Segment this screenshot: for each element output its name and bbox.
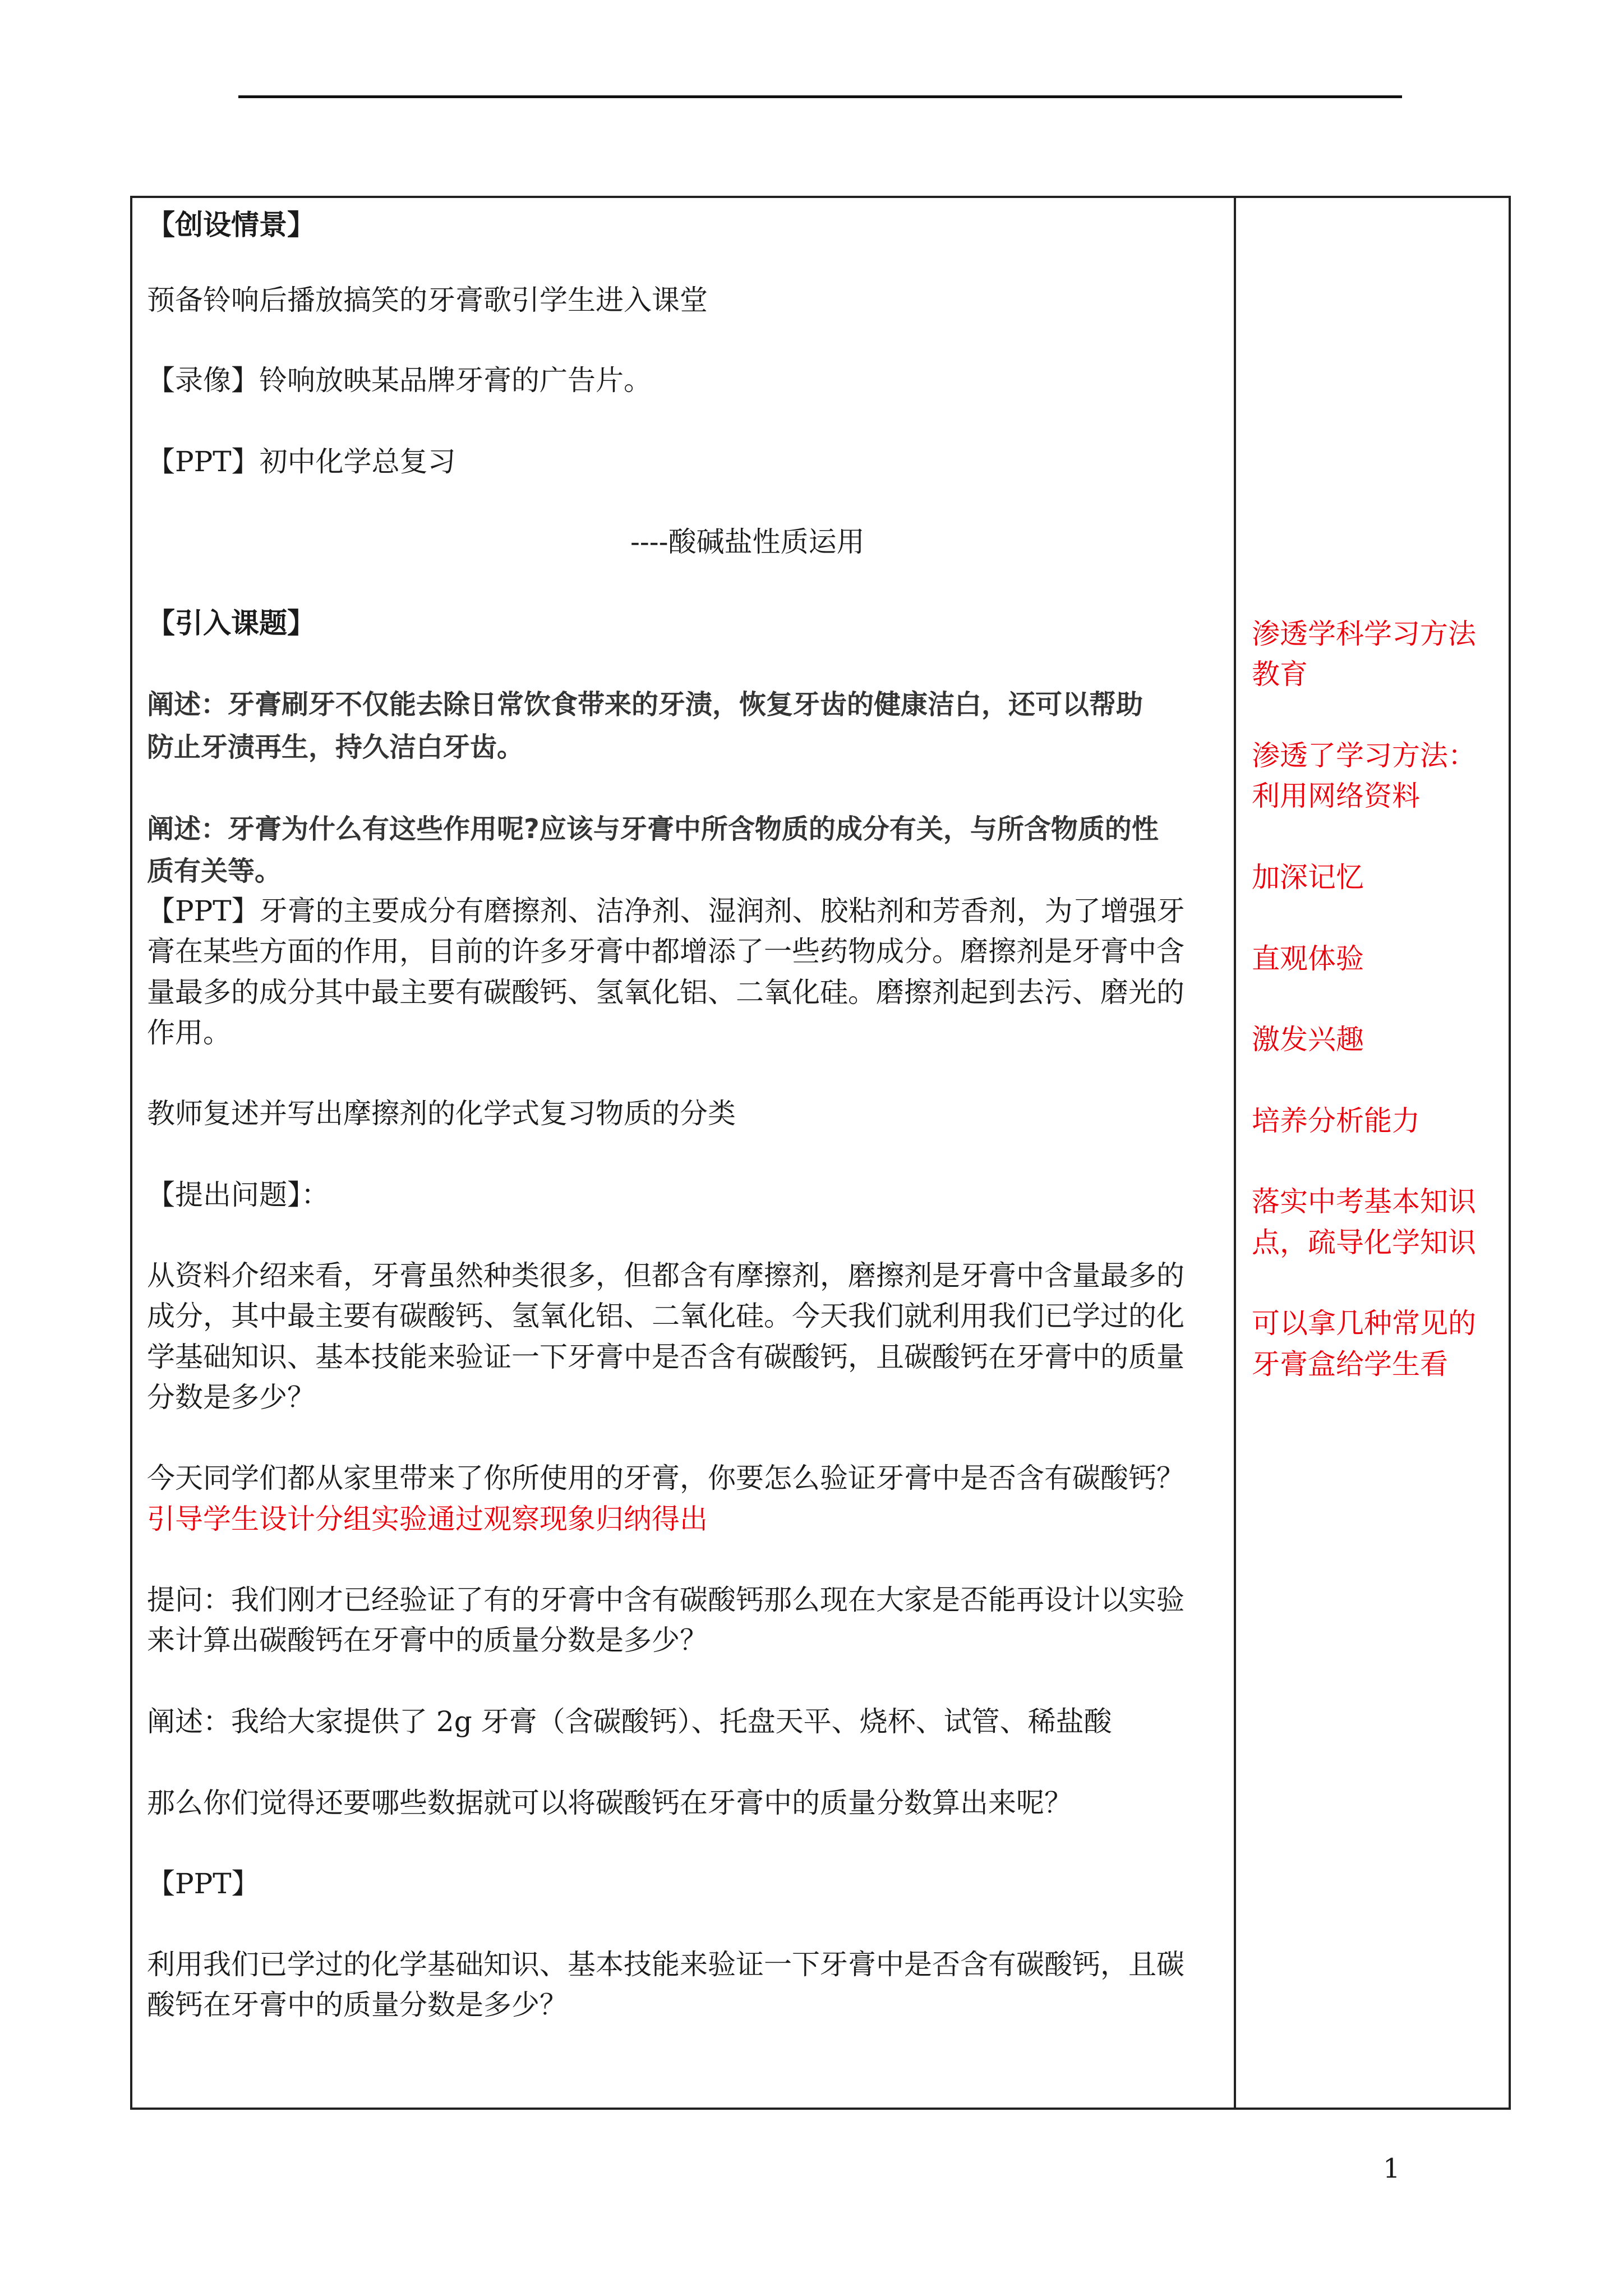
paragraph-ppt2-line4: 作用。 bbox=[147, 1016, 231, 1049]
note-8-line1: 可以拿几种常见的 bbox=[1252, 1307, 1476, 1340]
paragraph-final-line2: 酸钙在牙膏中的质量分数是多少？ bbox=[147, 1989, 568, 2021]
paragraph-q2-line1: 今天同学们都从家里带来了你所使用的牙膏，你要怎么验证牙膏中是否含有碳酸钙？ bbox=[147, 1462, 1184, 1494]
heading-situation: 【创设情景】 bbox=[147, 208, 315, 241]
paragraph-q1-line3: 学基础知识、基本技能来验证一下牙膏中是否含有碳酸钙，且碳酸钙在牙膏中的质量 bbox=[147, 1341, 1184, 1373]
paragraph-ppt2-line2: 膏在某些方面的作用，目前的许多牙膏中都增添了一些药物成分。磨擦剂是牙膏中含 bbox=[147, 935, 1184, 968]
paragraph-materials: 阐述：我给大家提供了 2g 牙膏（含碳酸钙）、托盘天平、烧杯、试管、稀盐酸 bbox=[147, 1705, 1112, 1738]
paragraph-explain1-line1: 阐述：牙膏刷牙不仅能去除日常饮食带来的牙渍，恢复牙齿的健康洁白，还可以帮助 bbox=[147, 689, 1144, 720]
paragraph-ask-line2: 来计算出碳酸钙在牙膏中的质量分数是多少？ bbox=[147, 1624, 708, 1657]
paragraph-explain2-line2: 质有关等。 bbox=[147, 855, 282, 887]
paragraph-q1-line2: 成分，其中最主要有碳酸钙、氢氧化铝、二氧化硅。今天我们就利用我们已学过的化 bbox=[147, 1300, 1184, 1332]
paragraph-data: 那么你们觉得还要哪些数据就可以将碳酸钙在牙膏中的质量分数算出来呢？ bbox=[147, 1787, 1072, 1819]
note-1-line2: 教育 bbox=[1252, 658, 1308, 691]
note-1-line1: 渗透学科学习方法 bbox=[1252, 618, 1476, 650]
paragraph-q2-line2-highlight: 引导学生设计分组实验通过观察现象归纳得出 bbox=[147, 1503, 708, 1535]
note-6: 培养分析能力 bbox=[1252, 1105, 1420, 1137]
note-5: 激发兴趣 bbox=[1252, 1023, 1364, 1056]
paragraph-ppt2-line3: 量最多的成分其中最主要有碳酸钙、氢氧化铝、二氧化硅。磨擦剂起到去污、磨光的 bbox=[147, 976, 1184, 1009]
heading-intro: 【引入课题】 bbox=[147, 606, 315, 639]
paragraph-q1-line4: 分数是多少？ bbox=[147, 1381, 315, 1414]
column-divider bbox=[1234, 196, 1236, 2110]
paragraph-ask-line1: 提问：我们刚才已经验证了有的牙膏中含有碳酸钙那么现在大家是否能再设计以实验 bbox=[147, 1584, 1184, 1616]
header-rule bbox=[238, 95, 1402, 98]
paragraph-explain1-line2: 防止牙渍再生，持久洁白牙齿。 bbox=[147, 731, 524, 763]
note-2-line1: 渗透了学习方法： bbox=[1252, 739, 1476, 772]
heading-question: 【提出问题】： bbox=[147, 1179, 329, 1211]
note-7-line1: 落实中考基本知识 bbox=[1252, 1185, 1476, 1218]
note-7-line2: 点，疏导化学知识 bbox=[1252, 1226, 1476, 1259]
paragraph-video: 【录像】铃响放映某品牌牙膏的广告片。 bbox=[147, 364, 652, 397]
paragraph-final-line1: 利用我们已学过的化学基础知识、基本技能来验证一下牙膏中是否含有碳酸钙，且碳 bbox=[147, 1948, 1184, 1981]
paragraph-teacher: 教师复述并写出摩擦剂的化学式复习物质的分类 bbox=[147, 1097, 736, 1130]
page-number: 1 bbox=[1383, 2153, 1400, 2184]
paragraph-bell: 预备铃响后播放搞笑的牙膏歌引学生进入课堂 bbox=[147, 284, 708, 316]
note-4: 直观体验 bbox=[1252, 942, 1364, 975]
paragraph-explain2-line1: 阐述：牙膏为什么有这些作用呢?应该与牙膏中所含物质的成分有关，与所含物质的性 bbox=[147, 813, 1159, 845]
paragraph-ppt-title: 【PPT】初中化学总复习 bbox=[147, 445, 456, 478]
paragraph-ppt2-line1: 【PPT】牙膏的主要成分有磨擦剂、洁净剂、湿润剂、胶粘剂和芳香剂，为了增强牙 bbox=[147, 895, 1185, 927]
note-2-line2: 利用网络资料 bbox=[1252, 780, 1420, 812]
note-3: 加深记忆 bbox=[1252, 861, 1364, 894]
paragraph-subtitle: ----酸碱盐性质运用 bbox=[630, 526, 865, 558]
paragraph-q1-line1: 从资料介绍来看，牙膏虽然种类很多，但都含有摩擦剂，磨擦剂是牙膏中含量最多的 bbox=[147, 1259, 1184, 1292]
heading-ppt3: 【PPT】 bbox=[147, 1867, 260, 1900]
lesson-table bbox=[130, 196, 1511, 2110]
note-8-line2: 牙膏盒给学生看 bbox=[1252, 1348, 1448, 1381]
